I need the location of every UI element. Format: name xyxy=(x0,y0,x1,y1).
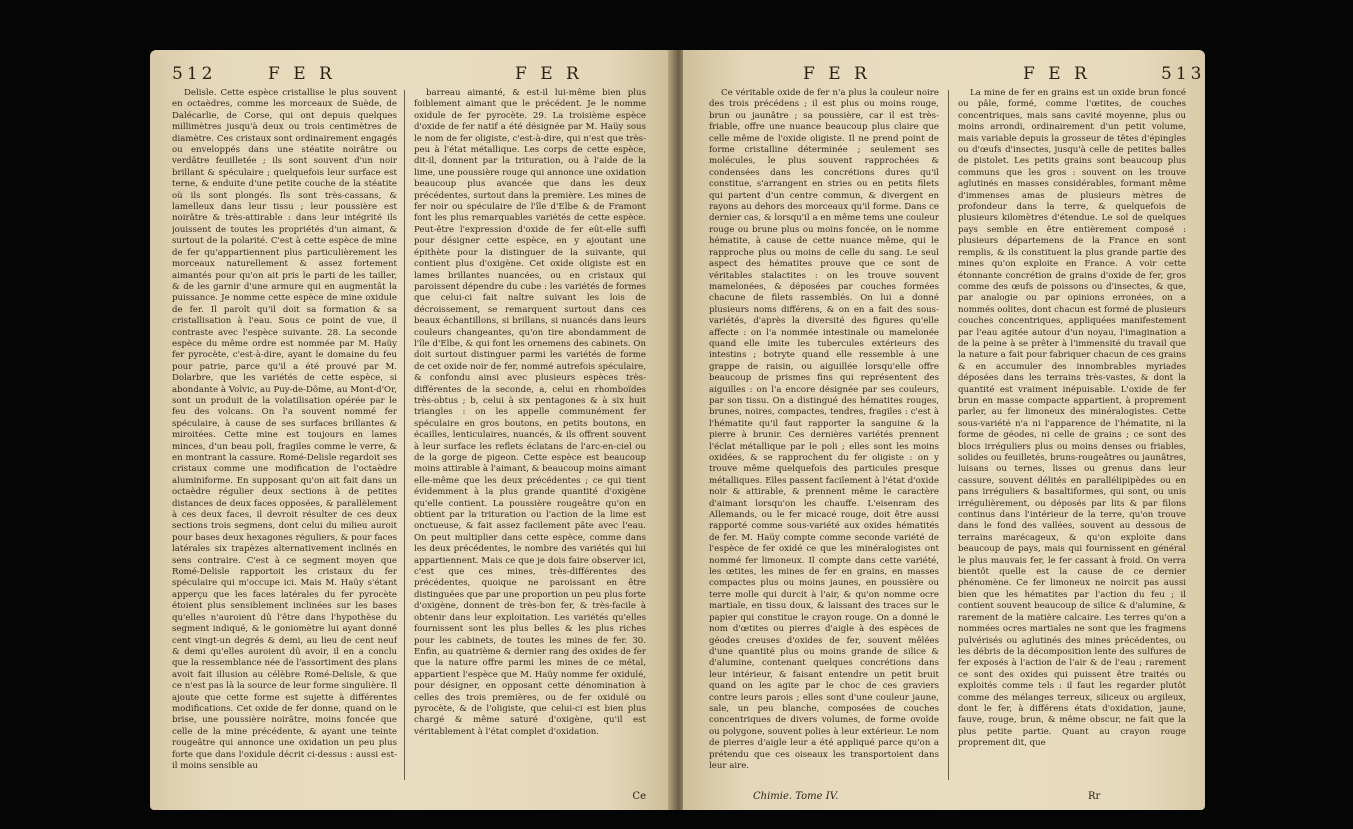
column-text: Delisle. Cette espèce cristallise le plus souvent en octaèdres, comme les morceaux de Suède, de Dalécarlie, de Corse, qui ont depuis quelques millimètres jusqu'à deux ou trois centimètres de diamètre. Ces cristaux sont ordinairement engagés ou enveloppés dans une stéatite noirâtre ou verdâtre feuilletée ; ils sont souvent d'un noir brillant & spéculaire ; quelquefois leur surface est terne, & enduite d'une petite couche de la stéatite où ils sont plongés. Ils sont très-cassans, & lamelleux dans leur tissu ; leur poussière est noirâtre & très-attirable : dans leur intégrité ils jouissent de toutes les propriétés d'un aimant, & surtout de la polarité. C'est à cette espèce de mine de fer qu'appartiennent plus particulièrement les morceaux naturellement & assez fortement aimantés pour qu'on ait pris le parti de les tailler, & de les garnir d'une armure qui en augmentât la puissance. Je nomme cette espèce de mine oxidule de fer. Il paroît qu'il doit sa formation & sa cristallisation à l'eau. Sous ce point de vue, il contraste avec l'espèce suivante. 28. La seconde espèce du même ordre est nommée par M. Haüy fer pyrocète, c'est-à-dire, ayant le domaine du feu pour patrie, parce qu'il a été prouvé par M. Dolarbre, que les variétés de cette espèce, si abondante à Volvic, au Puy-de-Dôme, au Mont-d'Or, sont un produit de la volatilisation opérée par le feu des volcans. On l'a souvent nommé fer spéculaire, à cause de ses surfaces brillantes & miroitées. Cette mine est toujours en lames minces, d'un beau poli, fragiles comme le verre, & en montrant la cassure. Romé-Delisle regardoit ses cristaux comme une modification de l'octaèdre aluminiforme. En supposant qu'on ait fait dans un octaèdre régulier deux sections à de petites distances de deux faces opposées, & parallèlement à ces deux faces, il devroit résulter de ces deux sections trois segmens, dont celui du milieu auroit pour bases deux hexagones réguliers, & pour faces latérales six trapèzes alternativement inclinés en sens contraire. C'est à ce segment moyen que Romé-Delisle rapportoit les cristaux du fer spéculaire qui m'occupe ici. Mais M. Haüy s'étant apperçu que les faces latérales du fer pyrocète étoient plus sensiblement inclinées sur les bases qu'elles n'auroient dû l'être dans l'hypothèse du segment indiqué, & le goniomètre lui ayant donné cent vingt-un degrés & demi, au lieu de cent neuf & demi qu'elles auroient dû avoir, il en a conclu que la ressemblance née de l'assortiment des plans avoit fait illusion au célèbre Romé-Delisle, & que ce n'est pas là la source de leur forme singulière. Il ajoute que cette forme est sujette à différentes modifications. Cet oxide de fer donne, quand on le brise, une poussière noirâtre, moins foncée que celle de la mine précédente, & ayant une teinte rougeâtre qui annonce une oxidation un peu plus forte que dans l'oxidule décrit ci-dessus : aussi est-il moins sensible au xyxy=(172,88,397,771)
column-text: barreau aimanté, & est-il lui-même bien plus foiblement aimant que le précédent. Je le nomme oxidule de fer pyrocète. 29. La troisième espèce d'oxide de fer natif a été désignée par M. Haüy sous le nom de fer oligiste, c'est-à-dire, qui n'est que très-peu à l'état métallique. Les corps de cette espèce, dit-il, donnent par la trituration, ou à l'aide de la lime, une poussière rouge qui annonce une oxidation beaucoup plus avancée que dans les deux précédentes, surtout dans la première. Les mines de fer noir ou spéculaire de l'île d'Elbe & de Framont font les plus remarquables variétés de cette espèce. Peut-être l'expression d'oxide de fer eût-elle suffi pour désigner cette espèce, en y ajoutant une épithète pour la distinguer de la suivante, qui contient plus d'oxigène. Cet oxide oligiste est en lames brillantes nuancées, ou en cristaux qui paroissent dépendre du cube : les variétés de formes que celui-ci fait naître suivant les lois de décroissement, se remarquent surtout dans ces beaux échantillons, si brillans, si nuancés dans leurs couleurs changeantes, qu'on tire abondamment de l'île d'Elbe, & qui font les ornemens des cabinets. On doit surtout distinguer parmi les variétés de forme de cet oxide noir de fer, nommé autrefois spéculaire, & confondu ainsi avec plusieurs espèces très-différentes de la seconde, a, celui en rhomboïdes très-obtus ; b, celui à six pentagones & à six huit triangles : on les appelle communément fer spéculaire en gros boutons, en petits boutons, en écailles, lenticulaires, nuancés, & ils offrent souvent à leur surface les reflets éclatans de l'arc-en-ciel ou de la gorge de pigeon. Cette espèce est beaucoup moins attirable à l'aimant, & beaucoup moins aimant elle-même que les deux précédentes ; ce qui tient évidemment à la plus grande quantité d'oxigène qu'elle contient. La poussière rougeâtre qu'on en obtient par la trituration ou l'action de la lime est onctueuse, & fait assez facilement pâte avec l'eau. On peut multiplier dans cette espèce, comme dans les deux précédentes, le nombre des variétés qui lui appartiennent. Mais ce que je dois faire observer ici, c'est que ces mines, très-différentes des précédentes, quoique ne paroissant en être distinguées que par une proportion un peu plus forte d'oxigène, donnent de très-bon fer, & très-facile à obtenir dans leur exploitation. Les variétés qu'elles fournissent sont les plus belles & les plus riches pour les cabinets, de toutes les mines de fer. 30. Enfin, au quatrième & dernier rang des oxides de fer que la nature offre parmi les mines de ce métal, appartient l'espèce que M. Haüy nomme fer oxidulé, pour désigner, en opposant cette dénomination à celles des trois premières, ou de fer oxidulé ou pyrocète, & de l'oligiste, que celui-ci est bien plus chargé & même saturé d'oxigène, qu'il est véritablement à l'état complet d'oxidation. xyxy=(414,88,646,737)
text-column-2 xyxy=(958,88,1186,793)
left-running-head xyxy=(150,64,672,86)
page-footer: Chimie. Tome IV. xyxy=(753,791,839,802)
left-page xyxy=(150,50,672,810)
page-number: 513 xyxy=(1161,64,1205,84)
column-rule xyxy=(948,90,949,780)
catchword: Ce xyxy=(632,791,646,802)
text-column-1 xyxy=(709,88,939,793)
column-text: Ce véritable oxide de fer n'a plus la couleur noire des trois précédens ; il est plus ou moins rouge, brun ou jaunâtre ; sa poussière, car il est très-friable, offre une nuance beaucoup plus claire que celle même de l'oxide oligiste. Il ne prend point de forme cristalline déterminée ; seulement ses molécules, le plus souvent rapprochées & condensées dans les concrétions dures qu'il constitue, s'arrangent en stries ou en petits filets qui partent d'un centre commun, & divergent en rayons au dehors des morceaux qu'il forme. Dans ce dernier cas, & lorsqu'il a en même tems une couleur rouge ou brune plus ou moins foncée, on le nomme hématite, à cause de cette nuance même, qui le rapproche plus ou moins de celle du sang. Le seul aspect des hématites prouve que ce sont de véritables stalactites : on les trouve souvent mamelonées, & déposées par couches formées chacune de filets rassemblés. On lui a donné plusieurs noms différens, & on en a fait des sous-variétés, d'après la diversité des figures qu'elle affecte : on l'a nommée intestinale ou mamelonée quand elle imite les tubercules extérieurs des intestins ; botryte quand elle ressemble à une grappe de raisin, ou aiguillée lorsqu'elle offre beaucoup de prismes fins qui représentent des aiguilles : on l'a encore désignée par ses couleurs, par son tissu. On a distingué des hématites rouges, brunes, noires, compactes, tendres, fragiles : c'est à l'hématite qu'il faut rapporter la sanguine & la pierre à brunir. Ces dernières variétés prennent l'éclat métallique par le poli ; elles sont les moins oxidées, & se rapprochent du fer oligiste : on y trouve même quelquefois des particules presque métalliques. Elles passent facilement à l'état d'oxide noir & attirable, & prennent même le caractère d'aimant lorsqu'on les chauffe. L'eisenram des Allemands, ou le fer micacé rouge, doit être aussi rapporté comme sous-variété aux oxides hématités de fer. M. Haüy compte comme seconde variété de l'espèce de fer oxidé ce que les minéralogistes ont nommé fer limoneux. Il compte dans cette variété, les œtites, les mines de fer en grains, en masses compactes plus ou moins jaunes, en poussière ou terre molle qui durcit à l'air, & qu'on nomme ocre martiale, en tissu doux, & laissant des traces sur le papier qui constitue le crayon rouge. On a donné le nom d'œtites ou pierres d'aigle à des espèces de géodes creuses d'oxides de fer, souvent mêlées d'une quantité plus ou moins grande de silice & d'alumine, contenant quelques concrétions dans leur intérieur, & faisant entendre un petit bruit quand on les agite par le choc de ces graviers contre leurs parois ; elles sont d'une couleur jaune, sale, un peu blanche, composées de couches concentriques de divers volumes, de forme ovoïde ou polygone, souvent polies à leur extérieur. Le nom de pierres d'aigle leur a été appliqué parce qu'on a prétendu que ces oiseaux les transportoient dans leur aire. xyxy=(709,88,939,771)
running-head-left: F E R xyxy=(803,64,871,84)
right-page xyxy=(683,50,1205,810)
signature-mark: Rr xyxy=(1088,791,1101,802)
text-column-1 xyxy=(172,88,397,793)
column-text: La mine de fer en grains est un oxide brun foncé ou pâle, formé, comme l'œtites, de couches concentriques, mais sans cavité moyenne, plus ou moins arrondi, ordinairement d'un petit volume, mais variable depuis la grosseur de têtes d'épingles ou d'œufs d'insectes, jusqu'à celle de petites balles de pistolet. Les petits grains sont beaucoup plus communs que les gros : souvent on les trouve aglutinés en masses considérables, formant même d'immenses amas de plusieurs mètres de profondeur dans la terre, & quelquefois de plusieurs kilomètres d'étendue. Le sol de quelques pays semble en être entièrement composé : plusieurs départemens de la France en sont remplis, & ils constituent la plus grande partie des mines qu'on exploite en France. A voir cette étonnante concrétion de grains d'oxide de fer, gros comme des œufs de poissons ou d'insectes, & que, par analogie ou par opinions erronées, on a nommés oolites, dont chacun est formé de plusieurs couches concentriques, appliquées manifestement par l'eau agitée autour d'un noyau, l'imagination a de la peine à se prêter à l'immensité du travail que la nature a fait pour fabriquer chacun de ces grains & en accumuler des innombrables myriades déposées dans les terrains très-vastes, & dont la quantité est vraiment inépuisable. L'oxide de fer brun en masse compacte appartient, à proprement parler, au fer limoneux des minéralogistes. Cette sous-variété n'a ni l'apparence de l'hématite, ni la forme de géodes, ni celle de grains ; ce sont des blocs irréguliers plus ou moins denses ou friables, solides ou feuilletés, bruns-rougeâtres ou jaunâtres, luisans ou ternes, lisses ou grenus dans leur cassure, souvent délités en parallélipipèdes ou en pans irréguliers & basaltiformes, qui sont, ou unis irrégulièrement, ou déposés par lits & par filons continus dans l'intérieur de la terre, qu'on trouve dans le fond des vallées, souvent au dessous de terrains marécageux, & qu'on exploite dans beaucoup de pays, mais qui fournissent en général le plus mauvais fer, le fer cassant à froid. On verra bientôt quelle est la cause de ce dernier phénomène. Ce fer limoneux ne noircit pas aussi bien que les hématites par l'action du feu ; il contient souvent beaucoup de silice & d'alumine, & rarement de la matière calcaire. Les terres qu'on a nommées ocres martiales ne sont que les fragmens pulvérisés ou aglutinés des mines précédentes, ou les débris de la décomposition lente des sulfures de fer exposés à l'action de l'air & de l'eau ; rarement ce sont des oxides qui puissent être traités ou exploités comme tels : il faut les regarder plutôt comme des mélanges terreux, siliceux ou argileux, dont le fer, à différens états d'oxidation, jaune, fauve, rouge, brun, & même obscur, ne fait que la plus petite partie. Quant au crayon rouge proprement dit, que xyxy=(958,88,1186,749)
page-number: 512 xyxy=(172,64,217,84)
running-head-right: F E R xyxy=(515,64,583,84)
right-running-head xyxy=(683,64,1205,86)
running-head-left: F E R xyxy=(268,64,336,84)
text-column-2 xyxy=(414,88,646,793)
open-book xyxy=(150,50,1205,810)
running-head-right: F E R xyxy=(1023,64,1091,84)
column-rule xyxy=(404,90,405,780)
